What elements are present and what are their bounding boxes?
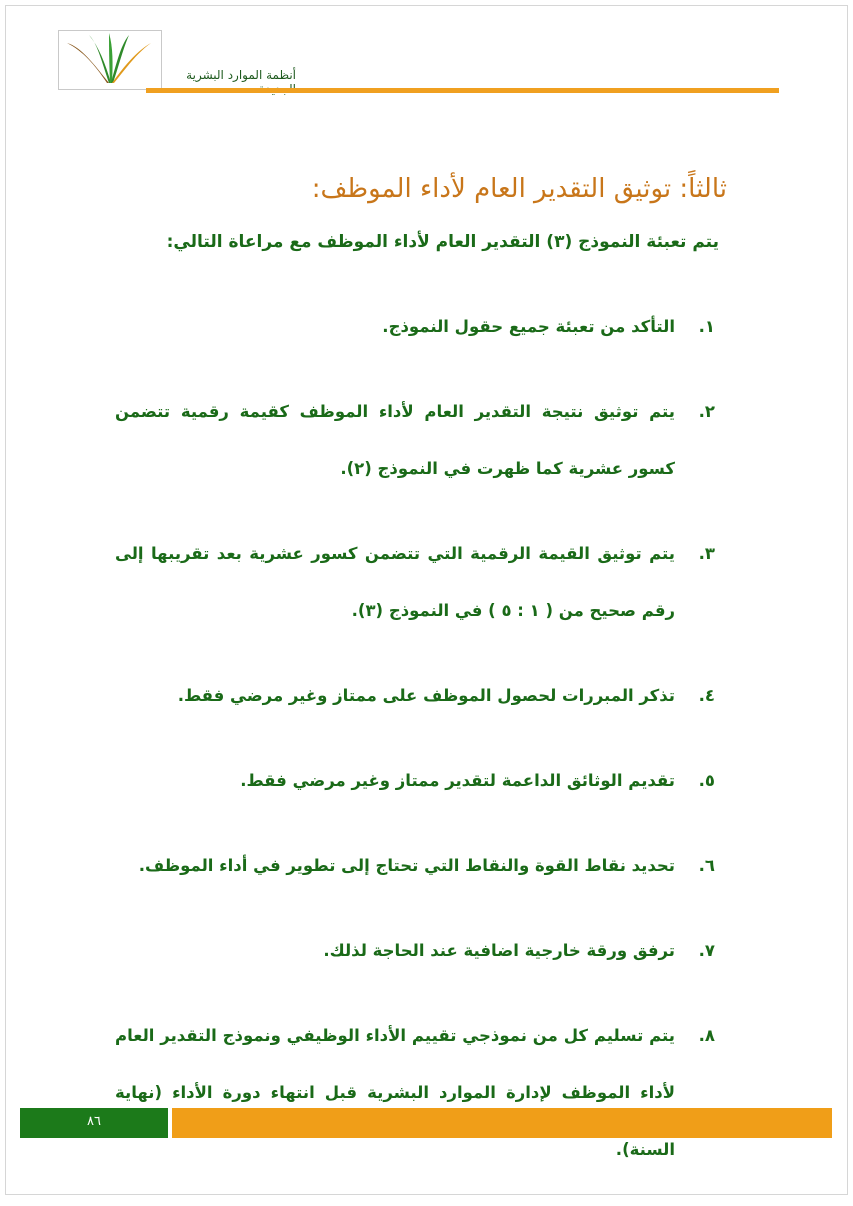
section-title: ثالثاً: توثيق التقدير العام لأداء الموظف: [311,174,727,204]
item-text: تحديد نقاط القوة والنقاط التي تحتاج إلى تطوير في أداء الموظف. [138,856,675,875]
item-number: ٥. [698,771,715,790]
item-text: تقديم الوثائق الداعمة لتقدير ممتاز وغير مرضي فقط. [240,771,675,790]
list-item [115,667,715,724]
list-item [115,383,715,497]
item-text: يتم تسليم كل من نموذجي تقييم الأداء الوظيفي ونموذج التقدير العام لأداء الموظف لإدارة الموارد البشرية قبل انتهاء دورة الأداء (نهاية السنة). [115,1026,675,1159]
item-text: ترفق ورقة خارجية اضافية عند الحاجة لذلك. [323,941,675,960]
item-number: ٤. [698,686,715,705]
footer-orange-bar [172,1108,832,1138]
item-number: ٢. [698,402,715,421]
item-text: التأكد من تعبئة جميع حقول النموذج. [382,317,675,336]
intro-paragraph: يتم تعبئة النموذج (٣) التقدير العام لأداء الموظف مع مراعاة التالي: [166,232,719,252]
list-item [115,1007,715,1178]
list-item [115,752,715,809]
item-text: تذكر المبررات لحصول الموظف على ممتاز وغير مرضي فقط. [177,686,675,705]
item-number: ٦. [698,856,715,875]
item-text: يتم توثيق القيمة الرقمية التي تتضمن كسور عشرية بعد تقريبها إلى رقم صحيح من ( ١ : ٥ ) في النموذج (٣). [115,544,675,620]
list-item [115,922,715,979]
palm-fronds-logo-icon [63,33,155,85]
item-number: ٣. [698,544,715,563]
instruction-list [115,298,715,1206]
document-page [5,5,848,1195]
item-text: يتم توثيق نتيجة التقدير العام لأداء الموظف كقيمة رقمية تتضمن كسور عشرية كما ظهرت في النموذج (٢). [115,402,675,478]
item-number: ٨. [698,1026,715,1045]
page-number: ٨٦ [87,1114,101,1129]
list-item [115,837,715,894]
list-item [115,298,715,355]
header-caption: أنظمة الموارد البشرية [186,68,296,82]
header-rule [146,88,779,93]
item-number: ٧. [698,941,715,960]
list-item [115,525,715,639]
item-number: ١. [698,317,715,336]
